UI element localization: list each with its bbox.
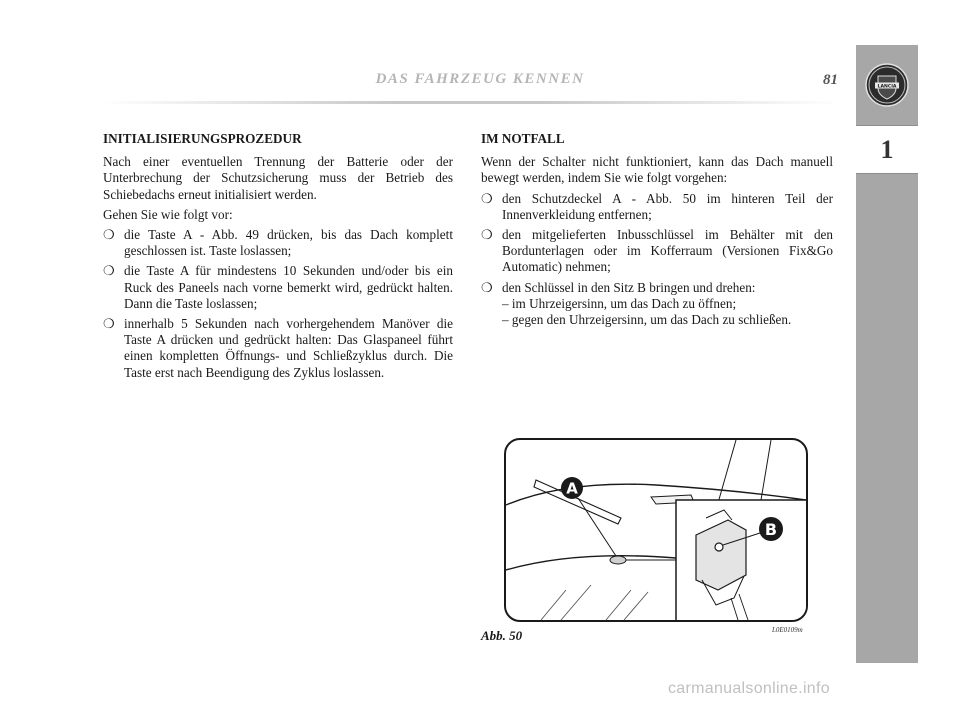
right-column — [481, 131, 833, 332]
bullet-icon: ❍ — [103, 316, 115, 332]
list-item-text: den Schutzdeckel A - Abb. 50 im hinteren Teil der Innenverkleidung entfernen; — [502, 190, 833, 222]
list-item — [481, 191, 833, 223]
list-item — [103, 263, 453, 312]
chapter-sidebar — [856, 45, 918, 663]
header-rule — [100, 101, 840, 104]
figure-illustration — [504, 438, 808, 622]
list-item-text: innerhalb 5 Sekunden nach vorhergehendem Manöver die Taste A drücken und gedrückt halten: Das Glaspaneel führt einen kompletten Öffnungs- und Schließzyklus durch. Die Taste erst nach Beendigung des Zyklus loslassen. — [124, 316, 453, 380]
sub-item-open: – im Uhrzeigersinn, um das Dach zu öffnen; — [502, 295, 737, 311]
label-b: B — [764, 520, 778, 539]
right-heading: IM NOTFALL — [481, 131, 565, 146]
left-list — [103, 227, 453, 381]
list-item-text: den Schlüssel in den Sitz B bringen und drehen: — [502, 279, 756, 295]
glass-streak — [541, 585, 648, 620]
windshield-edge — [506, 556, 676, 570]
right-list — [481, 191, 833, 329]
key-socket-b — [715, 543, 723, 551]
left-heading: INITIALISIERUNGSPROZEDUR — [103, 131, 302, 146]
protective-cover-a — [610, 556, 626, 564]
bullet-icon: ❍ — [103, 263, 115, 279]
figure-code: L0E0109m — [772, 626, 803, 634]
left-column — [103, 131, 453, 385]
list-item-text: den mitgelieferten Inbusschlüssel im Behälter mit den Bordunterlagen oder im Kofferraum (Versionen Fix&Go Automatic) nehmen; — [502, 227, 833, 275]
page-number: 81 — [823, 72, 838, 88]
chapter-number: 1 — [880, 134, 894, 164]
lancia-shield-icon — [864, 62, 910, 108]
figure-caption: Abb. 50 — [481, 628, 523, 643]
list-item-text: die Taste A für mindestens 10 Sekunden und/oder bis ein Ruck des Paneels nach vorne bemerkt wird, gedrückt halten. Dann die Taste loslassen; — [124, 263, 453, 311]
lancia-logo-box — [856, 45, 918, 125]
left-intro: Nach einer eventuellen Trennung der Batterie oder der Unterbrechung der Schutzsicherung muss der Betrieb des Schiebedachs erneut initialisiert werden. — [103, 154, 453, 202]
watermark: carmanualsonline.info — [668, 680, 830, 697]
sub-item-close: – gegen den Uhrzeigersinn, um das Dach zu schließen. — [502, 312, 792, 328]
list-item-text: die Taste A - Abb. 49 drücken, bis das Dach komplett geschlossen ist. Taste loslassen; — [124, 227, 453, 259]
header-title: DAS FAHRZEUG KENNEN — [375, 71, 585, 87]
right-intro: Wenn der Schalter nicht funktioniert, kann das Dach manuell bewegt werden, indem Sie wie folgt vorgehen: — [481, 154, 833, 186]
logo-text: LANCIA — [877, 84, 897, 90]
bullet-icon: ❍ — [481, 279, 493, 295]
roof-release-illustration — [506, 440, 806, 620]
label-a: A — [566, 479, 578, 498]
list-item — [481, 280, 833, 329]
bullet-icon: ❍ — [481, 227, 493, 243]
list-item — [103, 316, 453, 381]
bullet-icon: ❍ — [103, 227, 115, 243]
list-item — [481, 227, 833, 276]
bullet-icon: ❍ — [481, 190, 493, 206]
list-item — [103, 227, 453, 259]
left-lead: Gehen Sie wie folgt vor: — [103, 206, 233, 222]
chapter-box — [856, 125, 918, 174]
